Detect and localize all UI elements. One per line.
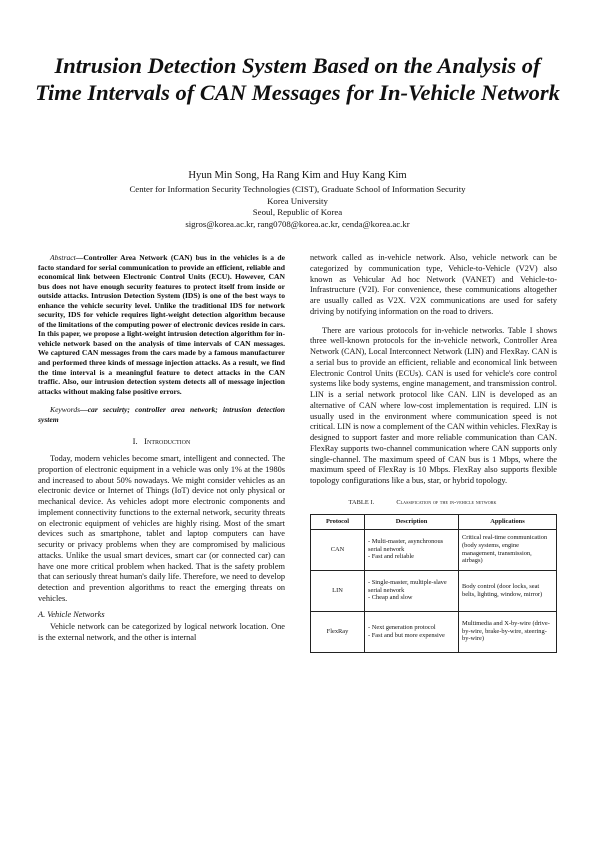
table-header-row: [311, 514, 557, 529]
description-line: - Single-master, multiple-slave serial network: [368, 578, 447, 594]
paper-title: Intrusion Detection System Based on the Analysis of Time Intervals of CAN Messages for In-Vehicle Network: [35, 53, 560, 105]
affiliation-location: Seoul, Republic of Korea: [252, 207, 343, 218]
abstract-text: —Controller Area Network (CAN) bus in the vehicles is a de facto standard for serial communication to provide an efficient, reliable and economical link between Electronic Control Units (ECU). However, CAN bus does not have enough security features to protect itself from inside or outside attacks. Intrusion Detection System (IDS) is one of the best ways to enhance the vehicle security level. Unlike the traditional IDS for network security, IDS for vehicle requires light-weight detection algorithm because of the limitations of the computing power of electronic devices reside in cars. In this paper, we propose a light-weight intrusion detection algorithm for in-vehicle network based on the analysis of time intervals of CAN messages. We captured CAN messages from the cars made by a famous manufacturer and performed three kinds of message injection attacks. As a result, we find the time interval is a meaningful feature to detect attacks in the CAN traffic. Also, our intrusion detection system detects all of message injection attacks without making false positive errors.: [38, 253, 285, 396]
author-list: Hyun Min Song, Ha Rang Kim and Huy Kang Kim: [188, 170, 407, 181]
protocol-cell: CAN: [311, 529, 365, 570]
applications-cell: [459, 570, 557, 611]
intro-paragraph: Today, modern vehicles become smart, intelligent and connected. The proportion of electronic equipment in a vehicle was only 1% at the 1980s and increased to about 50% nowadays. We might consider vehicles as an electronic device or Internet of Things (IoT) device not only physical or mechanical device. As vehicles adopt more electronic components and implement connectivity functions to the external network, security threats on electronic equipment of vehicles are highly rising. Most of the smart devices such as smartphone, tablet and laptop computers can have security or privacy problems when they are compromised by malicious attacks. Unlike the usual smart devices, smart car (or connected car) can have one more critical problem when hacked. That is the safety problem that can seriously threat human's daily life. Therefore, we need to develop detection and prevention algorithms to react the emerging threats on vehicles.: [38, 454, 285, 603]
continued-paragraph: [310, 253, 557, 318]
table-row: [311, 529, 557, 570]
affiliation-university: Korea University: [267, 195, 328, 206]
subsection-heading: A. Vehicle Networks: [38, 609, 105, 619]
section-number: I.: [132, 436, 138, 447]
description-line: - Fast and but more expensive: [368, 631, 445, 639]
table-header-cell: Description: [365, 514, 459, 529]
protocol-cell: FlexRay: [311, 611, 365, 652]
applications-cell: [459, 611, 557, 652]
keywords: [38, 405, 285, 424]
keywords-label: Keywords: [50, 405, 81, 415]
section-heading: [38, 436, 285, 447]
protocol-table: [310, 514, 557, 653]
applications-cell: [459, 529, 557, 570]
protocols-paragraph: There are various protocols for in-vehicle networks. Table I shows three well-known protocols for the in-vehicle network, Controller Area Network (CAN), Local Interconnect Network (LIN) and FlexRay. CAN is a serial bus to provide an efficient, reliable and economical link between Electronic Control Units (ECUs). CAN is used for vehicle's core control systems like body systems, engine management, and transmission control. LIN is a serial network protocol like CAN. LIN is developed as an alternative of CAN where low-cost implementation is required. LIN is usually used in the environment where communication speed is not critical. LIN is now a complement of the CAN within vehicles. FlexRay is designed to support faster and more reliable communication than CAN. FlexRay supports two-channel communication where CAN supports only single-channel. The maximum speed of CAN bus is 1 Mbps, where the maximum speed of FlexRay is 10 Mbps. FlexRay also supports flexible topology configurations like a bus, star, or hybrid topology.: [310, 325, 558, 485]
right-column: [310, 253, 557, 653]
continued-text: network called as in-vehicle network. Also, vehicle network can be categorized by communication type, Vehicle-to-Vehicle (V2V) also known as Vehicular Ad hoc Network (VANET) and Vehicle-to-Infrastructure (V2I). For convenience, these communications altogether are usually called as V2X. V2X communications are used for safety driving by notifying information on the road to drivers.: [310, 253, 557, 316]
abstract-label: Abstract: [50, 253, 76, 262]
description-line: - Fast and reliable: [368, 553, 414, 561]
description-line: - Next generation protocol: [368, 623, 436, 631]
description-line: - Multi-master, asynchronous serial network: [368, 537, 444, 553]
table-row: [311, 611, 557, 652]
table-title: Classification of the in-vehicle network: [396, 498, 497, 506]
table-caption: [310, 498, 557, 509]
table-header-cell: Applications: [459, 514, 557, 529]
section-title: Introduction: [144, 436, 191, 447]
applications-text: Critical real-time communication (body systems, engine management, transmission, airbags): [462, 533, 548, 565]
vehicle-networks-paragraph: Vehicle network can be categorized by logical network location. One is the external network, and the other is internal: [38, 622, 285, 643]
abstract: [38, 253, 285, 396]
keywords-text: —car secuirty; controller area network; intrusion detection system: [38, 405, 285, 424]
author-emails: sigros@korea.ac.kr, rang0708@korea.ac.kr, cenda@korea.ac.kr: [185, 218, 410, 229]
table-header-cell: Protocol: [311, 514, 365, 529]
applications-text: Body control (door locks, seat belts, lighting, window, mirror): [462, 582, 543, 598]
affiliation-center: Center for Information Security Technologies (CIST), Graduate School of Information Security: [129, 184, 466, 194]
description-cell: [365, 570, 459, 611]
left-column: [38, 253, 285, 644]
protocol-cell: LIN: [311, 570, 365, 611]
affiliation-block: [30, 184, 565, 230]
description-line: - Cheap and slow: [368, 594, 413, 602]
description-cell: [365, 529, 459, 570]
applications-text: Multimedia and X-by-wire (drive-by-wire, brake-by-wire, steering-by-wire): [462, 619, 550, 643]
table-row: [311, 570, 557, 611]
description-cell: [365, 611, 459, 652]
table-label: TABLE I.: [348, 498, 375, 506]
